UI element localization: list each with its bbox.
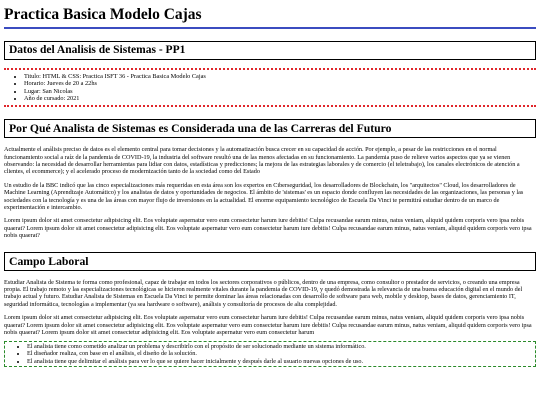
section-title-future: Por Qué Analista de Sistemas es Considerada una de las Carreras del Futuro: [4, 119, 536, 138]
section-title-campo-laboral: Campo Laboral: [4, 252, 536, 271]
info-item-year: • Año de cursado: 2021: [24, 95, 536, 102]
page-title: Practica Basica Modelo Cajas: [4, 5, 536, 29]
header-box: Datos del Analisis de Sistemas - PP1: [4, 41, 536, 60]
info-item-title: • Titulo: HTML & CSS: Practica ISFT 36 - Practica Basica Modelo Cajas: [24, 73, 536, 80]
analyst-roles-box: [4, 341, 536, 368]
info-list-box: [4, 68, 536, 107]
info-item-place: • Lugar: San Nicolas: [24, 88, 536, 95]
section-future-paragraph-3: Lorem ipsum dolor sit amet consectetur adipisicing elit. Eos voluptate aspernatur vero eum consectetur harum iure debitis! Culpa recusandae earum minus, natus veniam, aliquid quidem corporis vero ipsa nobis quaerat? Lorem ipsum dolor sit amet consectetur adipisicing elit. Eos voluptate aspernatur vero eum consectetur harum iure debitis! Culpa recusandae earum minus, natus veniam, aliquid quidem corporis vero ipsa nobis quaerat?: [4, 217, 532, 240]
section-future-paragraph-1: Actualmente el análisis preciso de datos es el elemento central para tomar decisiones y la automatización busca crecer en su capacidad de acción. Por ejemplo, a pesar de las restricciones en el normal funcionamiento social a raíz de la pandemia de COVID-19, la industria del software resultó una de las menos afectadas en su funcionamiento. La pandemia puso de relieve varios aspectos que ya se vienen observando: la necesidad de desarrollar herramientas para lidiar con datos, estadísticas y predicciones; la mejora de las estrategias laborales y de comercio (el teletrabajo), los canales electrónicos de atención a clientes, el ecommerce); y el acelerado proceso de modernización tanto de la sociedad como del Estado: [4, 146, 520, 176]
analyst-role-item: • El analista tiene que delimitar el análisis para ver lo que se quiere hacer inicialmente y después darle al usuario nuevas opciones de uso.: [27, 358, 535, 366]
analyst-role-item: • El analista tiene como cometido analizar un problema y describirlo con el propósito de ser solucionado mediante un sistema informático.: [27, 343, 535, 351]
section-future-body: [4, 146, 536, 239]
section-campo-paragraph-2: Lorem ipsum dolor sit amet consectetur adipisicing elit. Eos voluptate aspernatur vero eum consectetur harum iure debitis! Culpa recusandae earum minus, natus veniam, aliquid quidem corporis vero ipsa nobis quaerat? Lorem ipsum dolor sit amet consectetur adipisicing elit. Eos voluptate aspernatur vero eum consectetur harum iure debitis! Culpa recusandae earum minus, natus veniam, aliquid quidem corporis vero ipsa nobis quaerat? Lorem ipsum dolor sit amet consectetur adipisicing elit. Eos voluptate aspernatur vero eum consectetur harum: [4, 314, 532, 337]
section-campo-paragraph-1: Estudiar Analista de Sistema te forma como profesional, capaz de trabajar en todos los sectores corporativos o públicos, dentro de una empresa, como consultor o prestador de servicios, o creando una empresa propia. El trabajo remoto y las especializaciones tecnológicas se hicieron realmente vitales durante la pandemia de COVID-19, y quedó demostrada la relevancia de una buena educación digital en el mundo del trabajo actual y futuro. Estudiar Analista de Sistemas en Escuela Da Vinci te permite dominar las áreas relacionadas con desarrollo de software para web, mobile y desktop, bases de datos, gerenciamiento IT, seguridad informática, tecnologías a implementar (ya sea hardware o software), análisis y consultoría de procesos de alta complejidad.: [4, 278, 523, 308]
info-list: [4, 73, 536, 102]
info-item-schedule: • Horario: Jueves de 20 a 22hs: [24, 80, 536, 87]
section-campo-body: [4, 279, 536, 337]
analyst-roles-list: [5, 343, 535, 366]
section-future-paragraph-2: Un estudio de la BBC indicó que las cinco especializaciones más requeridas en esta área son los expertos en Ciberseguridad, los desarrolladores de Blockchain, los "arquitectos" Cloud, los desarrolladores de Machine Learning (Aprendizaje Automático) y los analistas de datos y oportunidades de negocios. El ámbito de 'sistemas' es un espacio donde confluyen las necesidades de las organizaciones, las personas y las sociedades con la tecnología y es una de las áreas con mayor flujo de inversiones en la actualidad. El enorme equipamiento tecnológico de Escuela Da Vinci te permitirá estudiar dentro de un marco de experimentación e intercambio.: [4, 181, 524, 212]
analyst-role-item: • El diseñador realiza, con base en el análisis, el diseño de la solución.: [27, 350, 535, 358]
